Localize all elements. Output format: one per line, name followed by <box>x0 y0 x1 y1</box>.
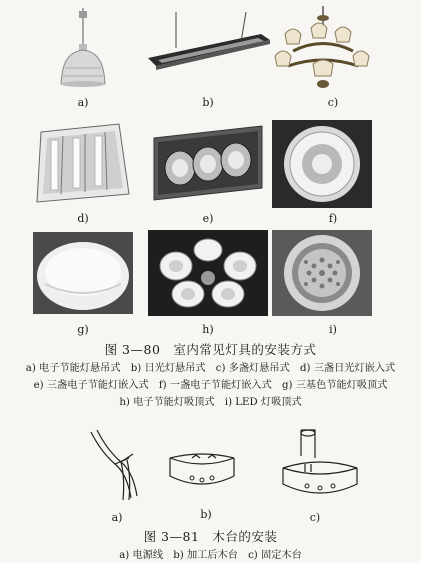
fig80-caption-line-1: a) 电子节能灯悬吊式 b) 日光灯悬吊式 c) 多盏灯悬吊式 d) 三盏日光灯嵌入式 <box>25 363 396 374</box>
three-lamp-recessed-image <box>148 124 268 202</box>
pendant-dome-lamp-image <box>33 8 133 88</box>
multi-lamp-ceiling-image <box>148 230 268 316</box>
fig80-label-c: c) <box>327 96 339 109</box>
processed-wooden-base-drawing <box>162 448 242 498</box>
chandelier-image <box>273 6 373 91</box>
fig80-caption-line-2: e) 三盏电子节能灯嵌入式 f) 一盏电子节能灯嵌入式 g) 三基色节能灯吸顶式 <box>33 380 388 391</box>
fig80-label-a: a) <box>77 96 89 109</box>
fig81-title: 图 3—81 木台的安装 <box>143 529 278 544</box>
fluorescent-pendant-lamp-image <box>146 12 271 87</box>
fig80-label-h: h) <box>202 323 214 336</box>
triple-fluorescent-recessed-image <box>33 122 133 206</box>
fig80-label-f: f) <box>328 212 338 225</box>
fig81-label-c: c) <box>309 511 321 524</box>
fig81-caption: a) 电源线 b) 加工后木台 c) 固定木台 <box>119 550 302 561</box>
ceiling-dome-lamp-image <box>33 232 133 314</box>
fig80-label-i: i) <box>329 323 337 336</box>
fig81-label-a: a) <box>111 511 123 524</box>
fig80-caption-line-3: h) 电子节能灯吸顶式 i) LED 灯吸顶式 <box>119 397 302 408</box>
fig80-label-e: e) <box>202 212 214 225</box>
fig80-label-d: d) <box>77 212 89 225</box>
fig80-title: 图 3—80 室内常见灯具的安装方式 <box>104 342 317 357</box>
power-cable-drawing <box>85 428 145 503</box>
fig81-label-b: b) <box>200 508 212 521</box>
fixed-wooden-base-drawing <box>275 428 365 508</box>
led-ceiling-lamp-image <box>272 230 372 316</box>
single-lamp-recessed-image <box>272 120 372 208</box>
fig80-label-b: b) <box>202 96 214 109</box>
fig80-label-g: g) <box>77 323 89 336</box>
